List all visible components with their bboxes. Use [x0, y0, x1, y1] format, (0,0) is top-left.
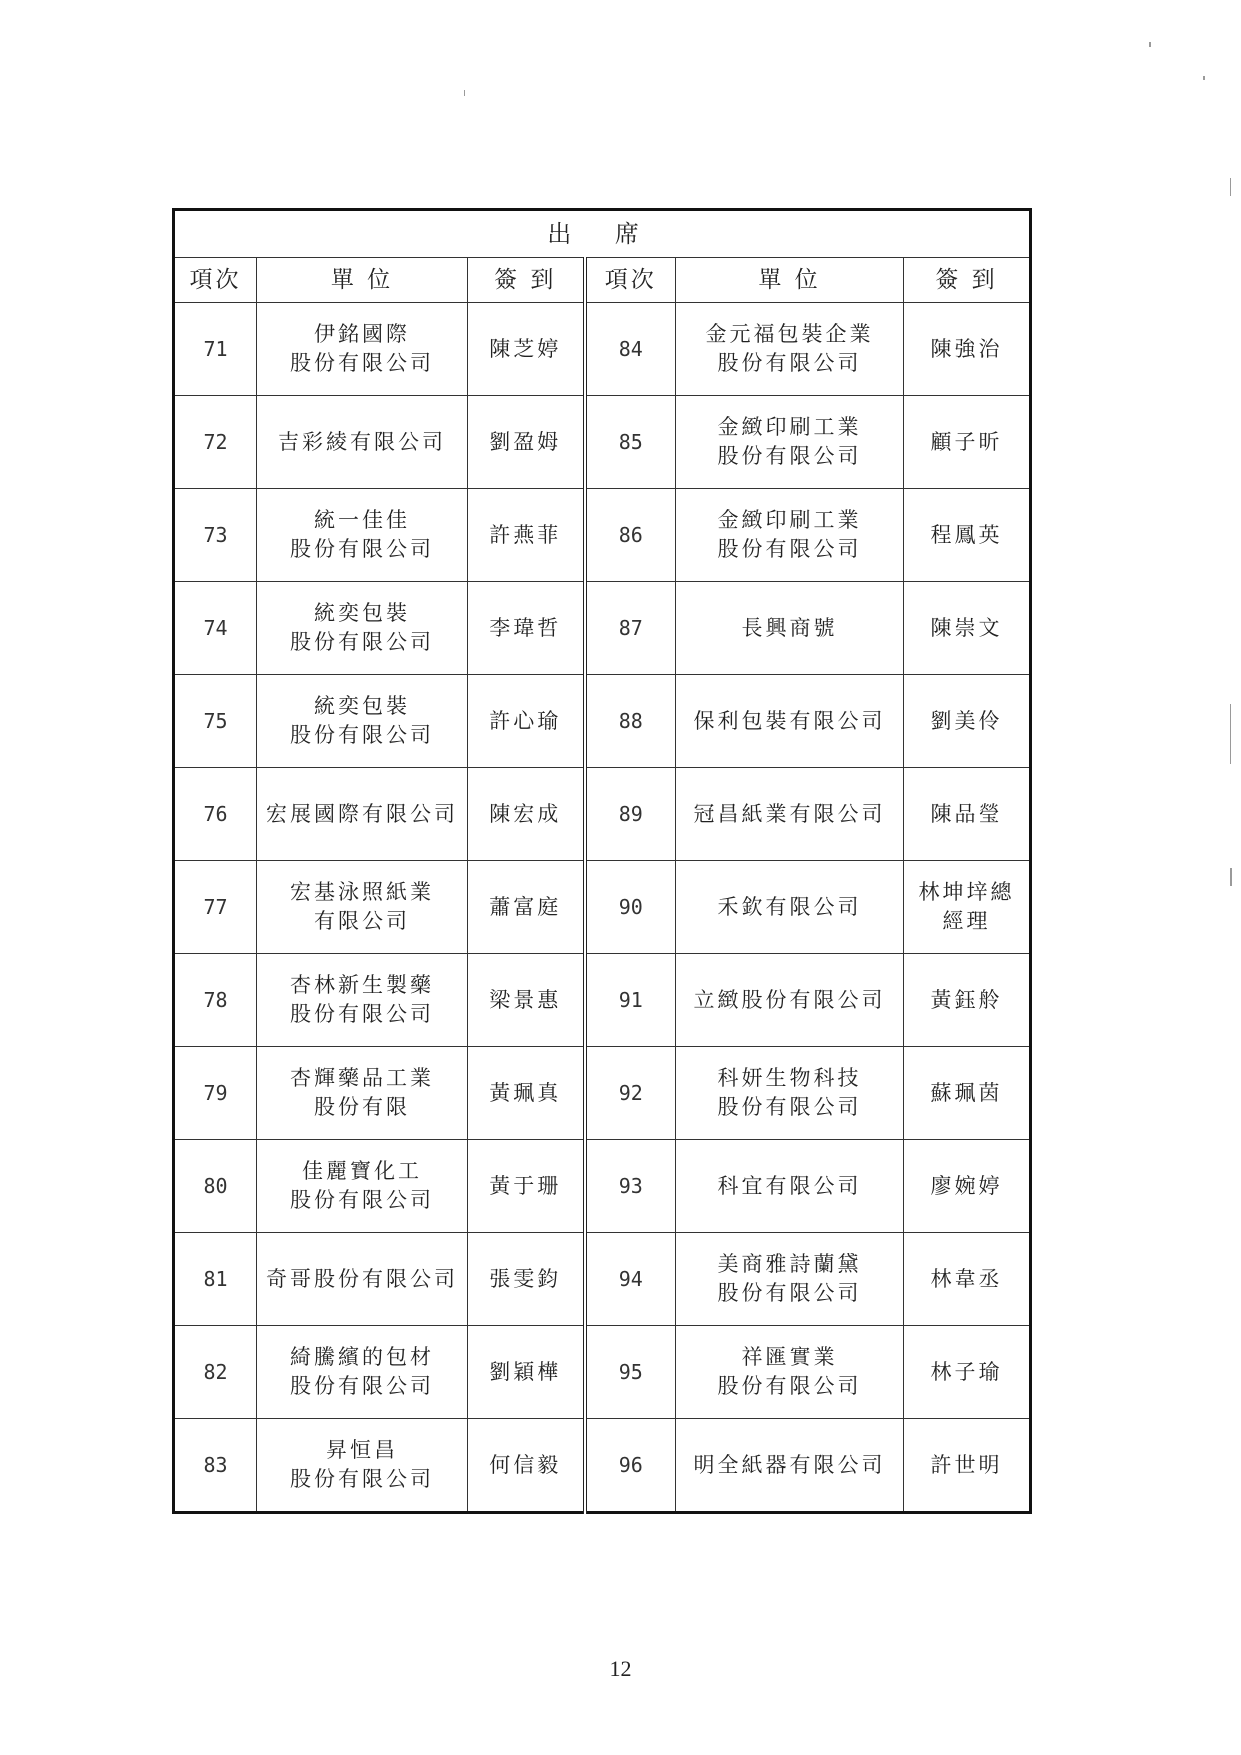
- table-row: [174, 489, 1031, 582]
- signature: 劉穎樺: [468, 1326, 585, 1419]
- signature: 蕭富庭: [468, 861, 585, 954]
- item-number: 71: [174, 303, 257, 396]
- unit-name-line: 吉彩綾有限公司: [278, 429, 446, 454]
- signature: 陳強治: [904, 303, 1031, 396]
- unit-name: [257, 1326, 468, 1419]
- signature: 張雯鈞: [468, 1233, 585, 1326]
- unit-name-line: 統奕包裝: [314, 694, 410, 718]
- item-number: 80: [174, 1140, 257, 1233]
- signature: 劉美伶: [904, 675, 1031, 768]
- unit-name: [676, 1233, 904, 1326]
- item-number: 85: [585, 396, 676, 489]
- unit-name: [676, 1140, 904, 1233]
- item-number: 81: [174, 1233, 257, 1326]
- item-number: 88: [585, 675, 676, 768]
- signature: 陳宏成: [468, 768, 585, 861]
- table-row: [174, 768, 1031, 861]
- table-row: [174, 303, 1031, 396]
- unit-name-line: 股份有限公司: [717, 1095, 862, 1119]
- unit-name-line: 股份有限: [314, 1095, 410, 1119]
- item-number: 87: [585, 582, 676, 675]
- header-unit-left: 單 位: [257, 258, 468, 303]
- unit-name-line: 股份有限公司: [717, 537, 862, 561]
- signature: 許世明: [904, 1419, 1031, 1513]
- unit-name-line: 股份有限公司: [717, 1281, 862, 1305]
- item-number: 95: [585, 1326, 676, 1419]
- unit-name-line: 明全紙器有限公司: [693, 1452, 886, 1477]
- item-number: 83: [174, 1419, 257, 1513]
- signature: 陳崇文: [904, 582, 1031, 675]
- header-unit-right: 單 位: [676, 258, 904, 303]
- header-sign-left: 簽 到: [468, 258, 585, 303]
- signature: 許燕菲: [468, 489, 585, 582]
- unit-name-line: 綺騰繽的包材: [290, 1345, 434, 1369]
- unit-name-line: 統奕包裝: [314, 601, 410, 625]
- unit-name-line: 股份有限公司: [290, 1002, 434, 1026]
- unit-name: [257, 675, 468, 768]
- item-number: 78: [174, 954, 257, 1047]
- table-row: [174, 1326, 1031, 1419]
- unit-name-line: 杏輝藥品工業: [290, 1066, 434, 1090]
- signature: 許心瑜: [468, 675, 585, 768]
- unit-name-line: 股份有限公司: [290, 1467, 434, 1491]
- scan-mark-top-2: [1203, 76, 1205, 80]
- unit-name: [676, 954, 904, 1047]
- unit-name-line: 科宜有限公司: [717, 1173, 862, 1198]
- unit-name-line: 股份有限公司: [717, 1374, 862, 1398]
- signature: 林子瑜: [904, 1326, 1031, 1419]
- unit-name: [676, 1047, 904, 1140]
- signature: 蘇珮茵: [904, 1047, 1031, 1140]
- unit-name-line: 股份有限公司: [717, 444, 862, 468]
- signature: 李瑋哲: [468, 582, 585, 675]
- unit-name: [257, 582, 468, 675]
- unit-name-line: 伊銘國際: [314, 322, 410, 346]
- header-no-right: 項次: [585, 258, 676, 303]
- signature: 何信毅: [468, 1419, 585, 1513]
- unit-name: [676, 1419, 904, 1513]
- signature: 劉盈姆: [468, 396, 585, 489]
- unit-name-line: 股份有限公司: [290, 723, 434, 747]
- header-no-left: 項次: [174, 258, 257, 303]
- table-title-row: [174, 210, 1031, 258]
- unit-name: [257, 489, 468, 582]
- table-row: [174, 954, 1031, 1047]
- signature-line: 林坤垶總: [918, 880, 1015, 904]
- unit-name-line: 禾欽有限公司: [717, 894, 862, 919]
- signature-line: 經理: [942, 909, 991, 933]
- signature: 陳品瑩: [904, 768, 1031, 861]
- item-number: 96: [585, 1419, 676, 1513]
- unit-name-line: 冠昌紙業有限公司: [693, 801, 886, 826]
- unit-name: [676, 582, 904, 675]
- scan-mark-top: [1149, 42, 1151, 47]
- item-number: 86: [585, 489, 676, 582]
- scan-edge-right-1: [1230, 178, 1231, 196]
- item-number: 89: [585, 768, 676, 861]
- table-row: [174, 1233, 1031, 1326]
- unit-name-line: 金緻印刷工業: [717, 508, 862, 532]
- unit-name: [257, 1047, 468, 1140]
- item-number: 92: [585, 1047, 676, 1140]
- unit-name-line: 奇哥股份有限公司: [266, 1266, 458, 1291]
- table-row: [174, 1140, 1031, 1233]
- table-title: 出 席: [174, 210, 1031, 258]
- unit-name-line: 立緻股份有限公司: [693, 987, 886, 1012]
- signature: 顧子昕: [904, 396, 1031, 489]
- unit-name: [676, 768, 904, 861]
- signature: 陳芝婷: [468, 303, 585, 396]
- item-number: 90: [585, 861, 676, 954]
- unit-name: [676, 489, 904, 582]
- unit-name-line: 昇恒昌: [326, 1438, 398, 1462]
- unit-name-line: 杏林新生製藥: [290, 973, 434, 997]
- item-number: 91: [585, 954, 676, 1047]
- unit-name: [257, 954, 468, 1047]
- table-row: [174, 1047, 1031, 1140]
- unit-name: [257, 1233, 468, 1326]
- table-row: [174, 1419, 1031, 1513]
- unit-name: [676, 675, 904, 768]
- unit-name-line: 長興商號: [741, 615, 838, 640]
- attendance-table: [172, 208, 1032, 1514]
- item-number: 82: [174, 1326, 257, 1419]
- unit-name: [676, 303, 904, 396]
- unit-name-line: 金緻印刷工業: [717, 415, 862, 439]
- table-header-row: [174, 258, 1031, 303]
- item-number: 93: [585, 1140, 676, 1233]
- item-number: 76: [174, 768, 257, 861]
- table-row: [174, 582, 1031, 675]
- scan-edge-right-3: [1230, 868, 1232, 886]
- item-number: 84: [585, 303, 676, 396]
- unit-name-line: 祥匯實業: [741, 1345, 838, 1369]
- unit-name-line: 宏展國際有限公司: [266, 801, 458, 826]
- unit-name-line: 股份有限公司: [290, 1188, 434, 1212]
- signature: [904, 861, 1031, 954]
- unit-name: [257, 303, 468, 396]
- unit-name: [257, 1419, 468, 1513]
- unit-name: [676, 396, 904, 489]
- unit-name-line: 股份有限公司: [290, 351, 434, 375]
- table-row: [174, 675, 1031, 768]
- unit-name: [257, 396, 468, 489]
- unit-name: [257, 1140, 468, 1233]
- unit-name-line: 有限公司: [314, 909, 410, 933]
- signature: 程鳳英: [904, 489, 1031, 582]
- unit-name: [257, 768, 468, 861]
- header-sign-right: 簽 到: [904, 258, 1031, 303]
- scan-mark-left: [464, 90, 465, 96]
- unit-name: [257, 861, 468, 954]
- unit-name-line: 金元福包裝企業: [705, 322, 874, 346]
- unit-name-line: 宏基泳照紙業: [290, 880, 434, 904]
- unit-name-line: 美商雅詩蘭黛: [717, 1252, 862, 1276]
- unit-name-line: 保利包裝有限公司: [693, 708, 886, 733]
- unit-name-line: 科妍生物科技: [717, 1066, 862, 1090]
- unit-name: [676, 861, 904, 954]
- item-number: 72: [174, 396, 257, 489]
- unit-name-line: 統一佳佳: [314, 508, 410, 532]
- page-number: 12: [609, 1656, 632, 1681]
- signature: 黃珮真: [468, 1047, 585, 1140]
- signature: 黃于珊: [468, 1140, 585, 1233]
- unit-name: [676, 1326, 904, 1419]
- unit-name-line: 股份有限公司: [290, 630, 434, 654]
- item-number: 94: [585, 1233, 676, 1326]
- unit-name-line: 佳麗寶化工: [302, 1159, 422, 1183]
- item-number: 73: [174, 489, 257, 582]
- unit-name-line: 股份有限公司: [290, 537, 434, 561]
- item-number: 75: [174, 675, 257, 768]
- signature: 廖婉婷: [904, 1140, 1031, 1233]
- signature: 黃鈺舲: [904, 954, 1031, 1047]
- signature: 林韋丞: [904, 1233, 1031, 1326]
- table-row: [174, 396, 1031, 489]
- unit-name-line: 股份有限公司: [290, 1374, 434, 1398]
- item-number: 79: [174, 1047, 257, 1140]
- signature: 梁景惠: [468, 954, 585, 1047]
- unit-name-line: 股份有限公司: [717, 351, 862, 375]
- scan-edge-right-2: [1230, 704, 1231, 764]
- table-row: [174, 861, 1031, 954]
- item-number: 74: [174, 582, 257, 675]
- item-number: 77: [174, 861, 257, 954]
